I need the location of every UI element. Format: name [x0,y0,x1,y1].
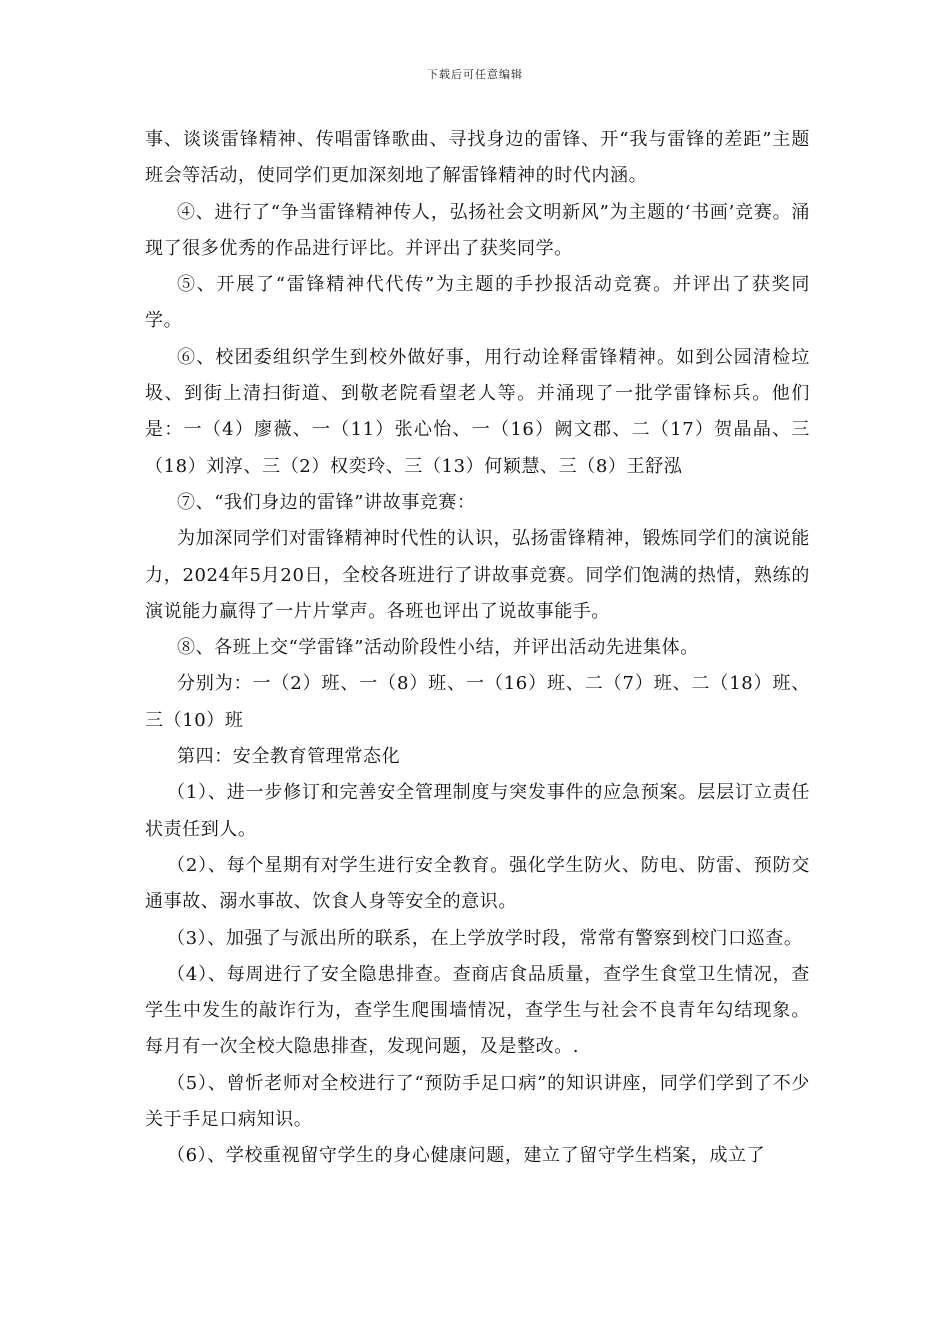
paragraph-item-5: ⑤、开展了“雷锋精神代代传”为主题的手抄报活动竞赛。并评出了获奖同学。 [145,274,810,332]
paragraph-item-8: ⑧、各班上交“学雷锋”活动阶段性小结，并评出活动先进集体。 [177,637,699,659]
safety-item-6: （6）、学校重视留守学生的身心健康问题，建立了留守学生档案，成立了 [167,1145,766,1167]
safety-item-2: （2）、每个星期有对学生进行安全教育。强化学生防火、防电、防雷、预防交通事故、溺水事故、饮食人身等安全的意识。 [145,854,810,913]
paragraph-item-4: ④、进行了“争当雷锋精神传人，弘扬社会文明新风”为主题的‘书画’竞赛。涌现了很多优秀的作品进行评比。并评出了获奖同学。 [145,201,810,259]
safety-item-5: （5）、曾忻老师对全校进行了“预防手足口病”的知识讲座，同学们学到了不少关于手足口病知识。 [145,1072,810,1131]
paragraph-item-7: ⑦、“我们身边的雷锋”讲故事竞赛： [177,491,476,513]
safety-item-1: （1）、进一步修订和完善安全管理制度与突发事件的应急预案。层层订立责任状责任到人。 [145,782,810,840]
paragraph-item-6: ⑥、校团委组织学生到校外做好事，用行动诠释雷锋精神。如到公园清检垃圾、到街上清扫街道、到敬老院看望老人等。并涌现了一批学雷锋标兵。他们是：一（4）廖薇、一（11）张心怡、一（16）阙文郡、二（17）贺晶晶、三（18）刘淳、三（2）权奕玲、三（13）何颖慧、三（8）王舒泓 [145,346,810,477]
page-header: 下载后可任意编辑 [427,68,523,81]
paragraph-item-7-body: 为加深同学们对雷锋精神时代性的认识，弘扬雷锋精神，锻炼同学们的演说能力，2024年5月20日，全校各班进行了讲故事竞赛。同学们饱满的热情，熟练的演说能力赢得了一片片掌声。各班也评出了说故事能手。 [145,528,810,622]
safety-item-4: （4）、每周进行了安全隐患排查。查商店食品质量，查学生食堂卫生情况，查学生中发生的敲诈行为，查学生爬围墙情况，查学生与社会不良青年勾结现象。每月有一次全校大隐患排查，发现问题，及是整改。. [145,963,810,1058]
paragraph-item-8-list: 分别为：一（2）班、一（8）班、一（16）班、二（7）班、二（18）班、三（10）班 [145,673,810,731]
safety-item-3: （3）、加强了与派出所的联系，在上学放学时段，常常有警察到校门口巡查。 [167,927,803,949]
document-body [145,122,810,1175]
section-heading-4: 第四：安全教育管理常态化 [177,746,401,768]
paragraph-continuation: 事、谈谈雷锋精神、传唱雷锋歌曲、寻找身边的雷锋、开“我与雷锋的差距”主题班会等活动，使同学们更加深刻地了解雷锋精神的时代内涵。 [145,129,810,187]
